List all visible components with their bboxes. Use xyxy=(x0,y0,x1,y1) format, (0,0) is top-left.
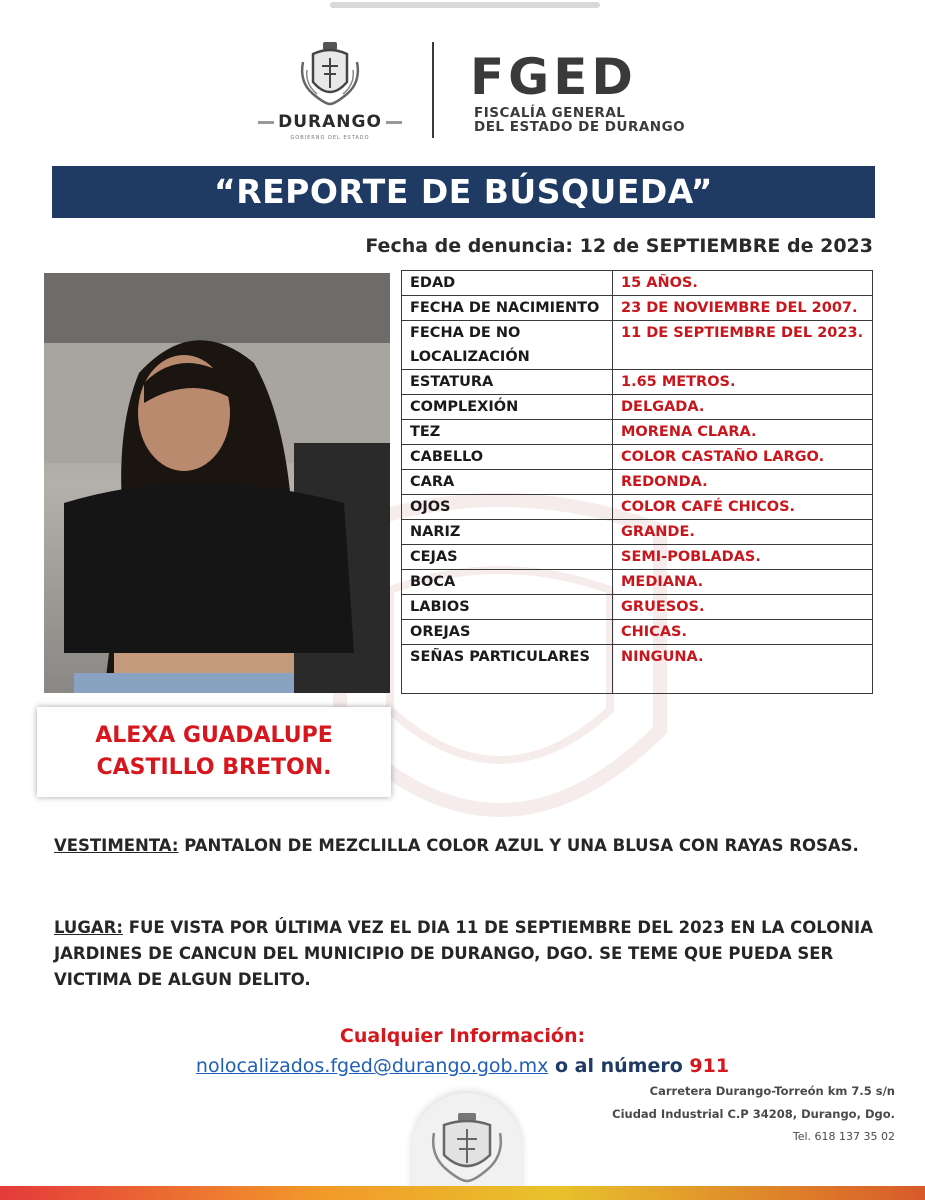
detail-value: 1.65 METROS. xyxy=(613,370,873,395)
table-row xyxy=(402,470,873,495)
durango-logo xyxy=(250,42,410,142)
table-row xyxy=(402,595,873,620)
durango-shield-icon xyxy=(295,42,365,110)
table-row xyxy=(402,545,873,570)
detail-label: COMPLEXIÓN xyxy=(402,395,613,420)
table-row xyxy=(402,395,873,420)
bottom-color-bar xyxy=(0,1186,925,1200)
detail-value: REDONDA. xyxy=(613,470,873,495)
table-row xyxy=(402,570,873,595)
fged-title: FGED xyxy=(470,48,637,106)
detail-value: 23 DE NOVIEMBRE DEL 2007. xyxy=(613,296,873,321)
detail-value: COLOR CAFÉ CHICOS. xyxy=(613,495,873,520)
report-banner: “REPORTE DE BÚSQUEDA” xyxy=(52,166,875,218)
detail-value: 11 DE SEPTIEMBRE DEL 2023. xyxy=(613,321,873,370)
table-row xyxy=(402,271,873,296)
durango-wordmark: DURANGO xyxy=(250,112,410,132)
contact-title: Cualquier Información: xyxy=(339,1025,586,1047)
detail-value: COLOR CASTAÑO LARGO. xyxy=(613,445,873,470)
detail-value: GRANDE. xyxy=(613,520,873,545)
clothing-text: PANTALON DE MEZCLILLA COLOR AZUL Y UNA BLUSA CON RAYAS ROSAS. xyxy=(178,836,859,855)
contact-line xyxy=(0,1055,925,1077)
contact-connector: o al número xyxy=(548,1055,690,1077)
place-label: LUGAR: xyxy=(54,918,123,937)
detail-value: 15 AÑOS. xyxy=(613,271,873,296)
detail-label: NARIZ xyxy=(402,520,613,545)
table-row xyxy=(402,645,873,694)
detail-label: EDAD xyxy=(402,271,613,296)
detail-value: NINGUNA. xyxy=(613,645,873,694)
detail-value: SEMI-POBLADAS. xyxy=(613,545,873,570)
place-paragraph xyxy=(54,915,876,993)
detail-label: SEÑAS PARTICULARES xyxy=(402,645,613,694)
detail-label: LABIOS xyxy=(402,595,613,620)
clothing-label: VESTIMENTA: xyxy=(54,836,179,855)
place-text: FUE VISTA POR ÚLTIMA VEZ EL DIA 11 DE SEPTIEMBRE DEL 2023 EN LA COLONIA JARDINES DE CANCUN DEL MUNICIPIO DE DURANGO, DGO. SE TEME QUE PUEDA SER VICTIMA DE ALGUN DELITO. xyxy=(54,918,873,989)
clothing-paragraph xyxy=(54,833,876,859)
address-line-2: Ciudad Industrial C.P 34208, Durango, Dgo. xyxy=(612,1107,895,1121)
table-row xyxy=(402,420,873,445)
header-divider xyxy=(432,42,434,138)
durango-subtitle: GOBIERNO DEL ESTADO xyxy=(290,135,370,141)
detail-label: CEJAS xyxy=(402,545,613,570)
table-row xyxy=(402,520,873,545)
person-name-line-1: ALEXA GUADALUPE xyxy=(95,723,333,748)
state-seal-icon xyxy=(412,1093,522,1200)
detail-label: FECHA DE NACIMIENTO xyxy=(402,296,613,321)
fged-subtitle-1: FISCALÍA GENERAL xyxy=(474,105,626,121)
table-row xyxy=(402,620,873,645)
person-photo xyxy=(44,273,390,693)
detail-label: BOCA xyxy=(402,570,613,595)
detail-value: MEDIANA. xyxy=(613,570,873,595)
table-row xyxy=(402,445,873,470)
person-name-line-2: CASTILLO BRETON. xyxy=(96,755,332,780)
detail-label: ESTATURA xyxy=(402,370,613,395)
table-row xyxy=(402,321,873,370)
top-rule xyxy=(330,2,600,8)
detail-label: FECHA DE NO LOCALIZACIÓN xyxy=(402,321,613,370)
contact-phone-number: 911 xyxy=(689,1055,730,1077)
detail-label: OJOS xyxy=(402,495,613,520)
detail-value: GRUESOS. xyxy=(613,595,873,620)
detail-label: TEZ xyxy=(402,420,613,445)
address-phone: Tel. 618 137 35 02 xyxy=(792,1130,895,1143)
fged-subtitle-2: DEL ESTADO DE DURANGO xyxy=(474,119,686,135)
detail-label: OREJAS xyxy=(402,620,613,645)
bottom-seal xyxy=(412,1093,522,1200)
table-row xyxy=(402,495,873,520)
person-name-box xyxy=(37,707,391,797)
detail-value: CHICAS. xyxy=(613,620,873,645)
detail-value: DELGADA. xyxy=(613,395,873,420)
table-row xyxy=(402,296,873,321)
address-line-1: Carretera Durango-Torreón km 7.5 s/n xyxy=(649,1084,895,1098)
detail-label: CABELLO xyxy=(402,445,613,470)
table-row xyxy=(402,370,873,395)
contact-email-link[interactable]: nolocalizados.fged@durango.gob.mx xyxy=(195,1055,549,1077)
report-date: Fecha de denuncia: 12 de SEPTIEMBRE de 2023 xyxy=(365,235,873,257)
detail-value: MORENA CLARA. xyxy=(613,420,873,445)
person-details-table xyxy=(401,270,873,694)
detail-label: CARA xyxy=(402,470,613,495)
